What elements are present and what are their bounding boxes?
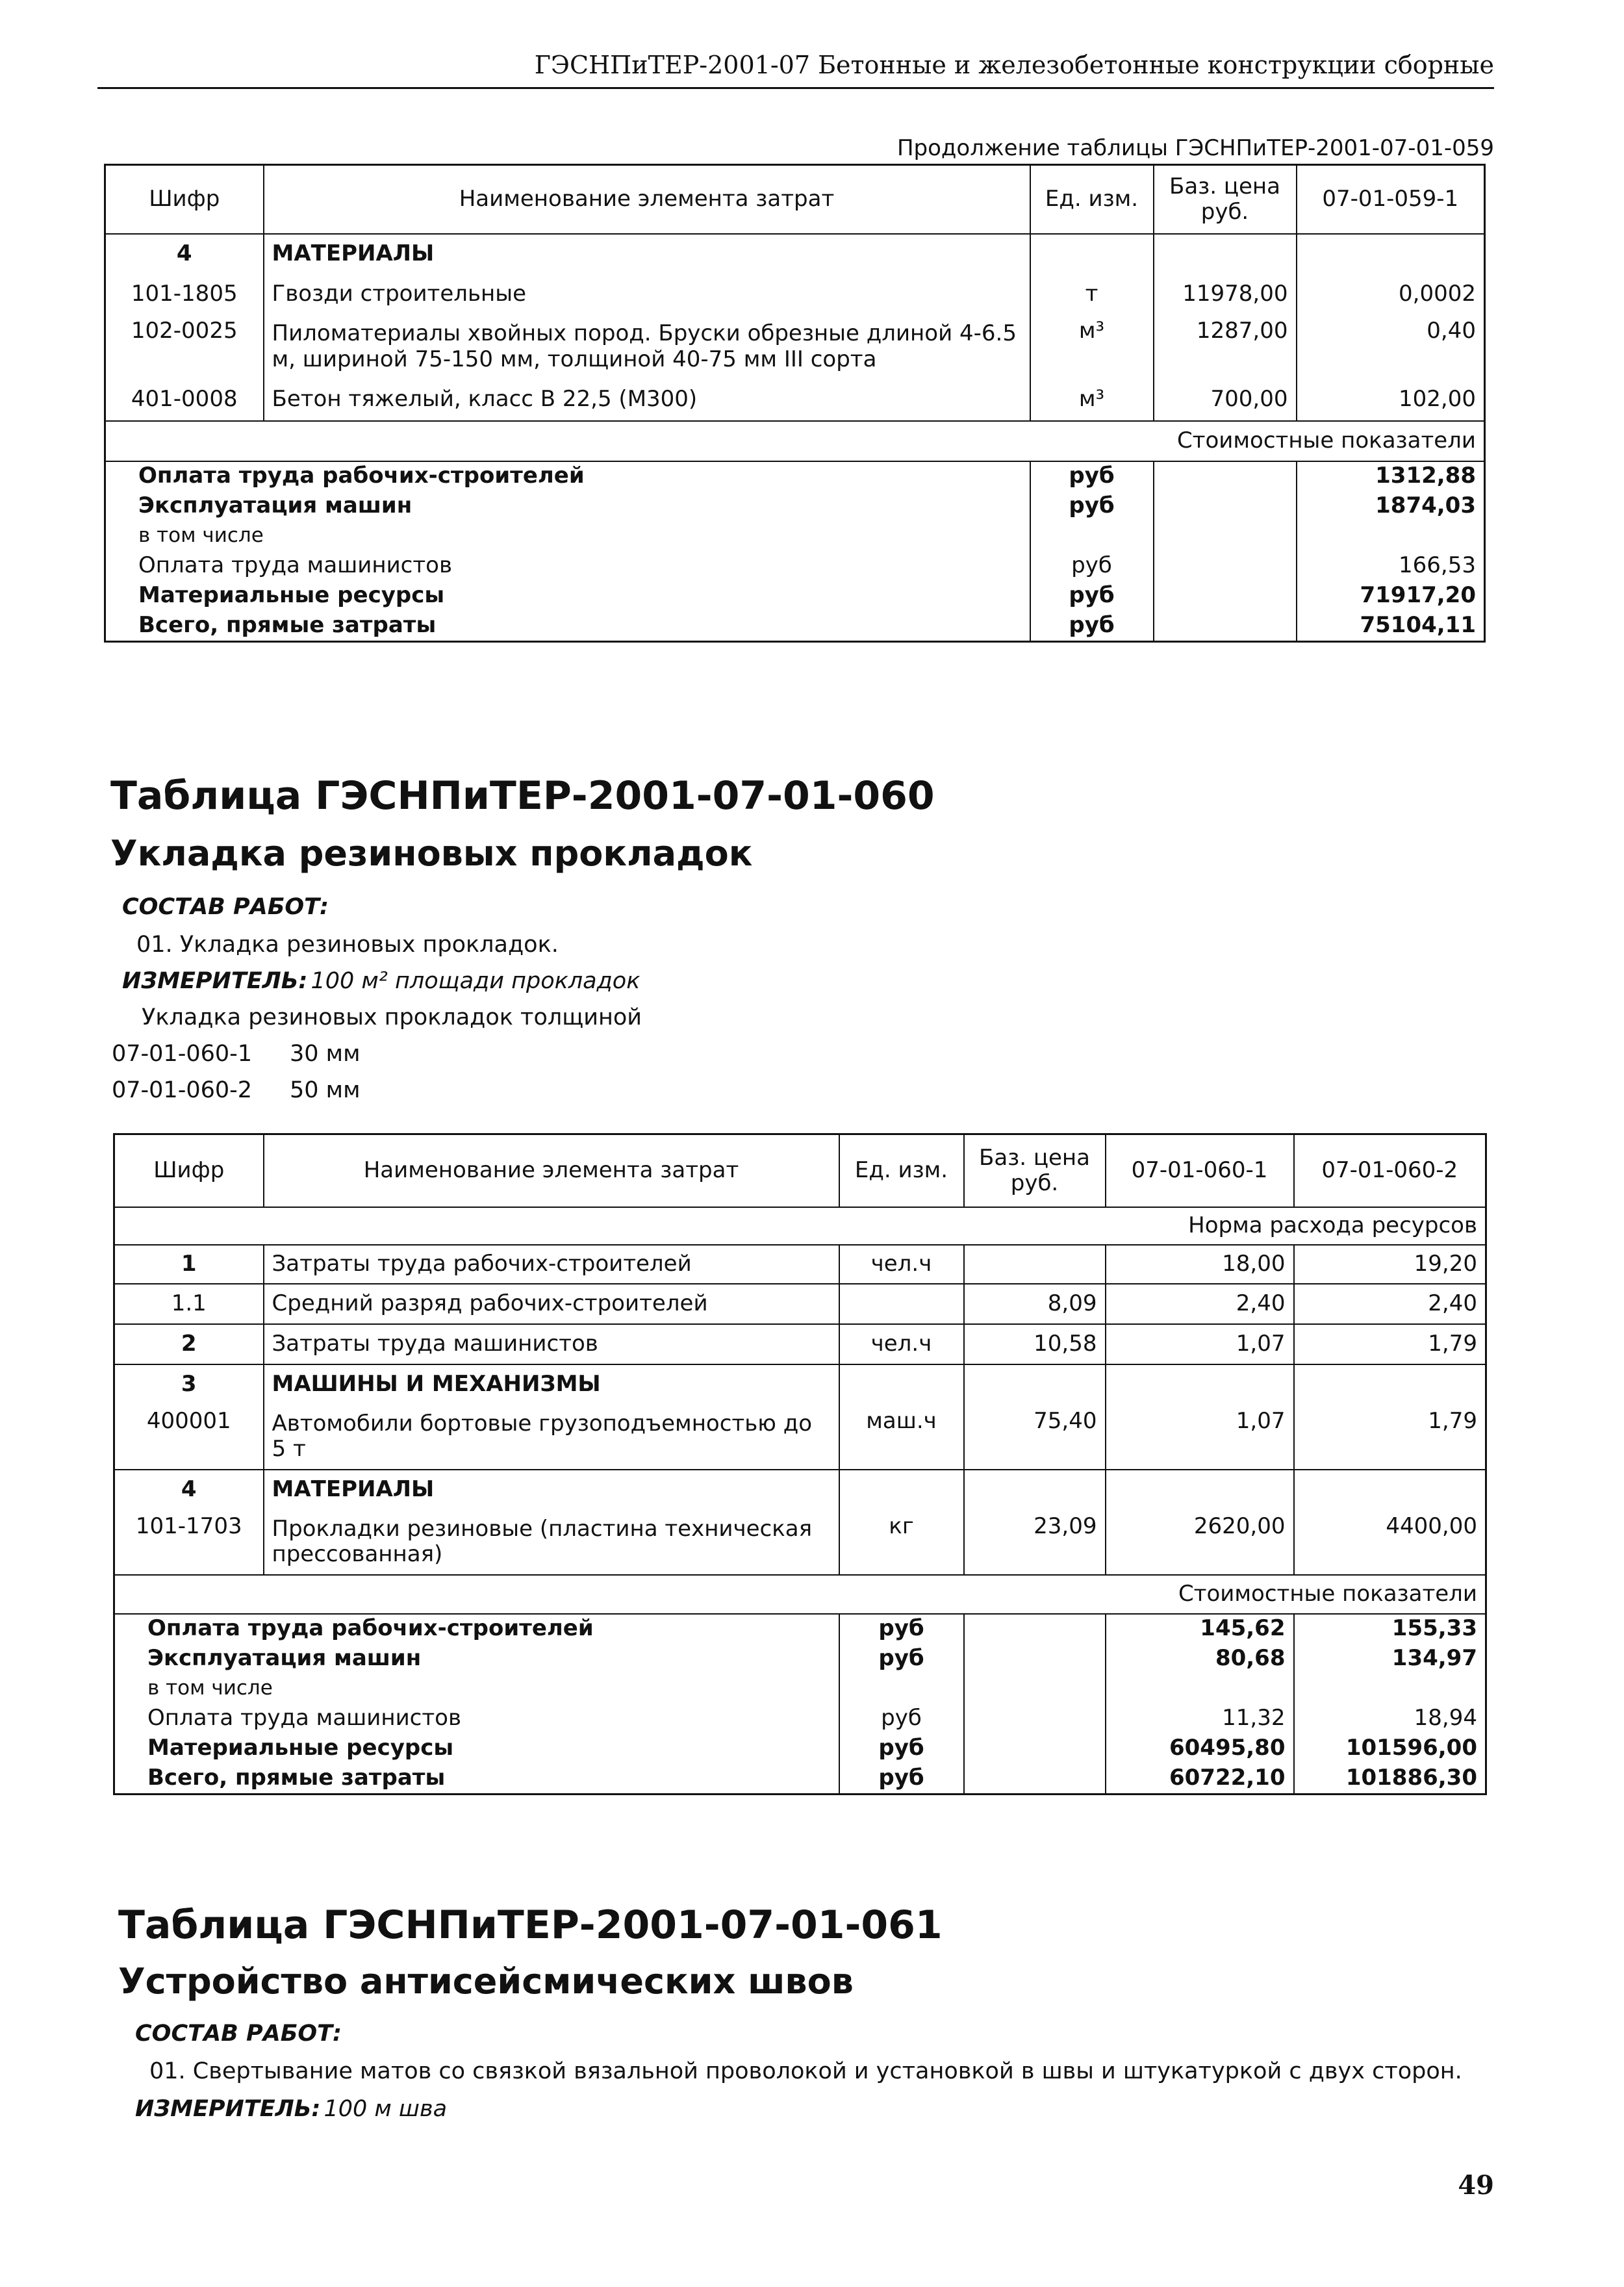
- cost-row: Оплата труда рабочих-строителей руб 1312,88: [105, 461, 1485, 491]
- table-row: 1 Затраты труда рабочих-строителей чел.ч 18,00 19,20: [114, 1245, 1486, 1284]
- cost-row: Всего, прямые затраты руб 60722,10 101886,30: [114, 1763, 1486, 1795]
- variant-code: 07-01-060-2: [112, 1077, 253, 1103]
- cost-row: Оплата труда рабочих-строителей руб 145,62 155,33: [114, 1614, 1486, 1644]
- table-header-row: [114, 1134, 1486, 1207]
- continuation-caption: Продолжение таблицы ГЭСНПиТЕР-2001-07-01-059: [896, 135, 1494, 161]
- section-061-subtitle: Устройство антисейсмических швов: [118, 1961, 854, 2002]
- column-header: 07-01-060-1: [1106, 1134, 1294, 1207]
- table-row: 400001 Автомобили бортовые грузоподъемностью до 5 т маш.ч 75,40 1,07 1,79: [114, 1405, 1486, 1470]
- variant-label: 30 мм: [290, 1041, 361, 1067]
- running-header: ГЭСНПиТЕР-2001-07 Бетонные и железобетонные конструкции сборные: [534, 51, 1494, 79]
- cost-caption: Стоимостные показатели: [105, 421, 1485, 461]
- table-header-row: [105, 165, 1485, 234]
- variants-intro: Укладка резиновых прокладок толщиной: [142, 1004, 642, 1030]
- work-item: 01. Свертывание матов со связкой вязальной проволокой и установкой в швы и штукатуркой с двух сторон.: [149, 2058, 1462, 2084]
- table-row: 1.1 Средний разряд рабочих-строителей 8,09 2,40 2,40: [114, 1284, 1486, 1324]
- page-number: 49: [1458, 2170, 1494, 2201]
- meter-line: [135, 2096, 447, 2122]
- cost-row: Материальные ресурсы руб 60495,80 101596,00: [114, 1733, 1486, 1763]
- cost-row: в том числе: [105, 521, 1485, 551]
- cost-row: Эксплуатация машин руб 80,68 134,97: [114, 1644, 1486, 1674]
- cost-row: Материальные ресурсы руб 71917,20: [105, 581, 1485, 611]
- table-row: 101-1703 Прокладки резиновые (пластина техническая прессованная) кг 23,09 2620,00 4400,00: [114, 1510, 1486, 1575]
- cost-row: в том числе: [114, 1674, 1486, 1704]
- meter-line: [122, 968, 640, 994]
- variant-code: 07-01-060-1: [112, 1041, 253, 1067]
- cost-row: Оплата труда машинистов руб 166,53: [105, 551, 1485, 581]
- meter-value: 100 м шва: [324, 2096, 448, 2122]
- meter-label: ИЗМЕРИТЕЛЬ:: [122, 968, 308, 994]
- work-composition-label: СОСТАВ РАБОТ:: [122, 894, 329, 920]
- table-060: [113, 1133, 1487, 1795]
- column-header: Ед. изм.: [839, 1134, 964, 1207]
- section-061-title: Таблица ГЭСНПиТЕР-2001-07-01-061: [118, 1902, 943, 1948]
- column-header: Баз. цена руб.: [964, 1134, 1106, 1207]
- meter-value: 100 м² площади прокладок: [311, 968, 641, 994]
- table-row: 4 МАТЕРИАЛЫ: [105, 234, 1485, 274]
- column-header: Ед. изм.: [1030, 165, 1154, 234]
- column-header: Шифр: [114, 1134, 264, 1207]
- cost-caption: Стоимостные показатели: [114, 1575, 1486, 1614]
- norm-caption: Норма расхода ресурсов: [114, 1207, 1486, 1245]
- variant-label: 50 мм: [290, 1077, 361, 1103]
- work-item: 01. Укладка резиновых прокладок.: [136, 932, 559, 958]
- header-rule: [97, 87, 1494, 89]
- table-row: 401-0008 Бетон тяжелый, класс В 22,5 (М300) м³ 700,00 102,00: [105, 379, 1485, 421]
- table-row: 101-1805 Гвозди строительные т 11978,00 0,0002: [105, 274, 1485, 314]
- table-row: 4 МАТЕРИАЛЫ: [114, 1470, 1486, 1510]
- column-header: 07-01-059-1: [1297, 165, 1485, 234]
- table-059: [104, 164, 1486, 643]
- cost-caption-row: [105, 421, 1485, 461]
- cost-row: Эксплуатация машин руб 1874,03: [105, 491, 1485, 521]
- column-header: Баз. цена руб.: [1154, 165, 1297, 234]
- column-header: Наименование элемента затрат: [264, 165, 1030, 234]
- column-header: Наименование элемента затрат: [264, 1134, 839, 1207]
- section-060-title: Таблица ГЭСНПиТЕР-2001-07-01-060: [110, 773, 935, 819]
- cost-row: Всего, прямые затраты руб 75104,11: [105, 611, 1485, 642]
- meter-label: ИЗМЕРИТЕЛЬ:: [135, 2096, 321, 2122]
- table-row: 3 МАШИНЫ И МЕХАНИЗМЫ: [114, 1364, 1486, 1405]
- norm-caption-row: [114, 1207, 1486, 1245]
- column-header: 07-01-060-2: [1294, 1134, 1486, 1207]
- work-composition-label: СОСТАВ РАБОТ:: [135, 2021, 342, 2047]
- cost-row: Оплата труда машинистов руб 11,32 18,94: [114, 1704, 1486, 1733]
- column-header: Шифр: [105, 165, 264, 234]
- section-060-subtitle: Укладка резиновых прокладок: [110, 833, 753, 874]
- table-row: 2 Затраты труда машинистов чел.ч 10,58 1,07 1,79: [114, 1324, 1486, 1364]
- table-row: 102-0025 Пиломатериалы хвойных пород. Бруски обрезные длиной 4-6.5 м, шириной 75-150 мм, толщиной 40-75 мм III сорта м³ 1287,00 0,40: [105, 314, 1485, 379]
- cost-caption-row: [114, 1575, 1486, 1614]
